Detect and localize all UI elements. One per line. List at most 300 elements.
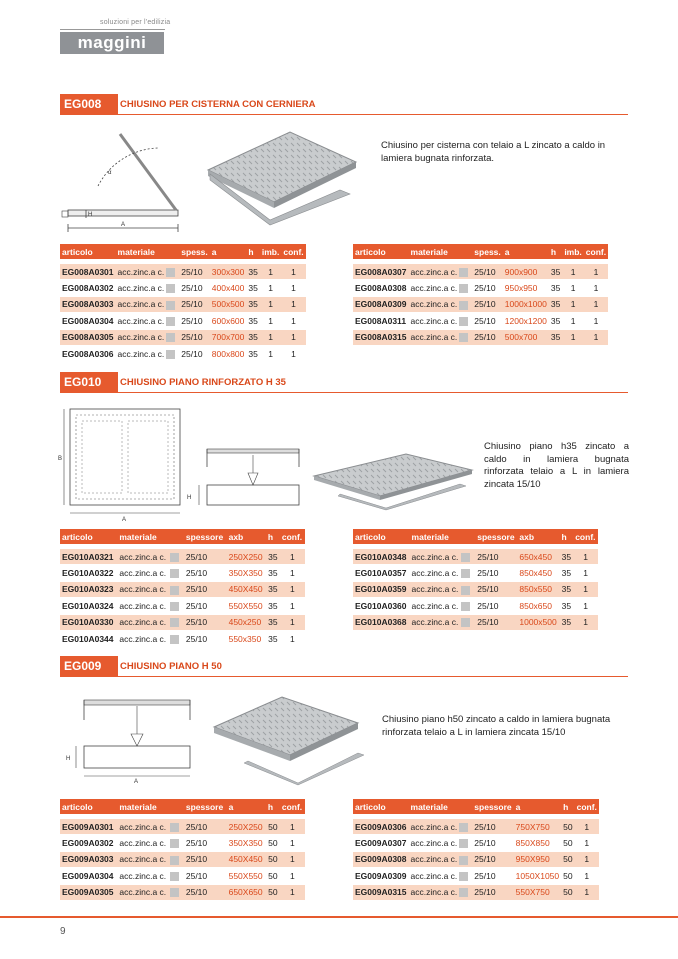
material-swatch: [166, 345, 179, 361]
cell-value: 1: [280, 835, 305, 851]
table-header-row: [353, 529, 598, 544]
section-title-eg010: CHIUSINO PIANO RINFORZATO H 35: [120, 377, 286, 388]
col-materiale: materiale: [116, 244, 167, 259]
cell-spessore: 25/10: [472, 280, 502, 296]
material-swatch: [166, 329, 179, 345]
cell-spessore: 25/10: [184, 868, 227, 884]
cell-value: 50: [266, 819, 280, 835]
cell-spessore: 25/10: [179, 345, 209, 361]
col-articolo: articolo: [60, 799, 117, 814]
cell-value: 1: [584, 280, 608, 296]
dim-label-b: B: [58, 456, 63, 462]
col-a: a: [210, 244, 247, 259]
table-row: [353, 851, 599, 867]
col-h: h: [561, 799, 574, 814]
cell-spessore: 25/10: [472, 835, 513, 851]
eg010-description: Chiusino piano h35 zincato a caldo in lamiera bugnata rinforzata telaio a L in lamiera zincata 15/10: [484, 441, 629, 490]
cell-value: 35: [246, 329, 259, 345]
cell-size: 600x600: [210, 313, 247, 329]
table-row: [353, 329, 608, 345]
cell-materiale: acc.zinc.a c.: [409, 835, 460, 851]
material-swatch: [459, 313, 472, 329]
cell-materiale: acc.zinc.a c.: [409, 329, 460, 345]
table-row: [353, 868, 599, 884]
cell-articolo: EG009A0301: [60, 819, 117, 835]
cell-materiale: acc.zinc.a c.: [117, 598, 169, 614]
table-row: [353, 565, 598, 581]
material-swatch: [461, 598, 475, 614]
cell-value: 1: [260, 280, 281, 296]
material-swatch: [166, 264, 179, 280]
table-row: [353, 819, 599, 835]
col-conf: conf.: [573, 529, 598, 544]
cell-materiale: acc.zinc.a c.: [117, 614, 169, 630]
cell-size: 850X850: [514, 835, 562, 851]
cell-value: 35: [559, 565, 573, 581]
cell-articolo: EG009A0315: [353, 884, 409, 900]
cell-articolo: EG008A0315: [353, 329, 409, 345]
table-row: [60, 313, 306, 329]
section-title-eg008: CHIUSINO PER CISTERNA CON CERNIERA: [120, 99, 316, 110]
material-swatch: [459, 280, 472, 296]
cell-spessore: 25/10: [184, 614, 227, 630]
cell-spessore: 25/10: [472, 264, 502, 280]
table-row: [60, 549, 305, 565]
col-materiale: materiale: [117, 799, 169, 814]
cell-spessore: 25/10: [472, 884, 513, 900]
material-swatch: [459, 884, 472, 900]
eg010-section-drawing: [183, 445, 308, 515]
table-row: [60, 884, 305, 900]
cell-size: 650X650: [227, 884, 266, 900]
table-row: [60, 345, 306, 361]
cell-articolo: EG010A0344: [60, 630, 117, 646]
cell-articolo: EG008A0301: [60, 264, 116, 280]
col-swatch: [170, 799, 184, 814]
cell-value: 1: [584, 313, 608, 329]
section-code-eg010: EG010: [60, 372, 118, 392]
col-articolo: articolo: [60, 244, 116, 259]
col-conf: conf.: [584, 244, 608, 259]
col-a: a: [227, 799, 266, 814]
cell-spessore: 25/10: [184, 851, 227, 867]
material-swatch: [166, 313, 179, 329]
cell-materiale: acc.zinc.a c.: [117, 819, 169, 835]
cell-value: 35: [549, 329, 562, 345]
cell-value: 35: [559, 614, 573, 630]
cell-size: 450X450: [227, 851, 266, 867]
cell-spessore: 25/10: [472, 329, 502, 345]
cell-size: 850x650: [517, 598, 559, 614]
cell-articolo: EG009A0304: [60, 868, 117, 884]
material-swatch: [170, 819, 184, 835]
cell-materiale: acc.zinc.a c.: [116, 296, 167, 312]
eg009-product-image: [208, 695, 368, 785]
cell-size: 500x700: [503, 329, 549, 345]
col-imb: imb.: [260, 244, 281, 259]
cell-size: 550X550: [227, 598, 266, 614]
eg010-top-view-drawing: [56, 405, 186, 525]
table-row: [60, 565, 305, 581]
cell-value: 1: [562, 329, 583, 345]
cell-articolo: EG010A0348: [353, 549, 410, 565]
table-row: [353, 598, 598, 614]
cell-value: 1: [280, 549, 305, 565]
table-row: [353, 581, 598, 597]
cell-size: 550X550: [227, 868, 266, 884]
cell-articolo: EG008A0306: [60, 345, 116, 361]
cell-value: 1: [281, 313, 305, 329]
cell-spessore: 25/10: [475, 581, 517, 597]
cell-articolo: EG010A0330: [60, 614, 117, 630]
cell-articolo: EG008A0311: [353, 313, 409, 329]
cell-size: 350X350: [227, 835, 266, 851]
cell-materiale: acc.zinc.a c.: [410, 565, 462, 581]
section-rule: [60, 676, 628, 677]
cell-materiale: acc.zinc.a c.: [410, 581, 462, 597]
cell-value: 1: [280, 868, 305, 884]
cell-spessore: 25/10: [184, 549, 227, 565]
eg009-description: Chiusino piano h50 zincato a caldo in lamiera bugnata rinforzata telaio a L in lamiera zincata 15/10: [382, 714, 611, 738]
hinge-detail: [62, 211, 68, 217]
cell-value: 1: [584, 296, 608, 312]
table-row: [60, 868, 305, 884]
section-rule: [60, 392, 628, 393]
table-header-row: [353, 799, 599, 814]
cell-materiale: acc.zinc.a c.: [116, 280, 167, 296]
cell-spessore: 25/10: [179, 280, 209, 296]
cell-value: 1: [280, 581, 305, 597]
col-swatch: [166, 244, 179, 259]
material-swatch: [459, 868, 472, 884]
cell-size: 650x450: [517, 549, 559, 565]
material-swatch: [459, 835, 472, 851]
cell-value: 35: [549, 280, 562, 296]
cell-value: 1: [575, 868, 599, 884]
col-h: h: [246, 244, 259, 259]
col-axb: axb: [227, 529, 266, 544]
cell-value: 1: [280, 630, 305, 646]
col-swatch: [459, 244, 472, 259]
cell-materiale: acc.zinc.a c.: [116, 313, 167, 329]
material-swatch: [461, 581, 475, 597]
material-swatch: [170, 598, 184, 614]
cell-value: 1: [260, 313, 281, 329]
cell-articolo: EG008A0302: [60, 280, 116, 296]
table-row: [60, 280, 306, 296]
col-conf: conf.: [281, 244, 305, 259]
material-swatch: [461, 565, 475, 581]
cell-value: 35: [266, 565, 280, 581]
cell-size: 300x300: [210, 264, 247, 280]
col-conf: conf.: [280, 799, 305, 814]
cell-materiale: acc.zinc.a c.: [116, 264, 167, 280]
eg008-table-left: [60, 244, 306, 362]
cell-materiale: acc.zinc.a c.: [410, 598, 462, 614]
cell-value: 1: [280, 819, 305, 835]
logo-tagline: soluzioni per l'edilizia: [100, 19, 171, 26]
cell-value: 1: [575, 851, 599, 867]
dim-label-a: A: [121, 222, 126, 228]
cell-articolo: EG009A0303: [60, 851, 117, 867]
cell-materiale: acc.zinc.a c.: [116, 329, 167, 345]
cell-articolo: EG008A0305: [60, 329, 116, 345]
cell-materiale: acc.zinc.a c.: [409, 280, 460, 296]
col-h: h: [549, 244, 562, 259]
cell-spessore: 25/10: [472, 313, 502, 329]
cell-value: 50: [561, 868, 574, 884]
cell-value: 1: [575, 835, 599, 851]
cell-articolo: EG010A0323: [60, 581, 117, 597]
material-swatch: [166, 296, 179, 312]
col-axb: axb: [517, 529, 559, 544]
col-swatch: [459, 799, 472, 814]
col-spessore: spessore: [472, 799, 513, 814]
table-row: [60, 835, 305, 851]
table-row: [353, 296, 608, 312]
cell-materiale: acc.zinc.a c.: [117, 630, 169, 646]
cell-value: 1: [280, 565, 305, 581]
cell-value: 35: [246, 296, 259, 312]
table-row: [353, 264, 608, 280]
dim-label-h: H: [66, 756, 71, 762]
cell-spessore: 25/10: [472, 851, 513, 867]
eg009-table-left: [60, 799, 305, 901]
col-conf: conf.: [575, 799, 599, 814]
cell-materiale: acc.zinc.a c.: [409, 884, 460, 900]
dim-label-angle: α: [108, 170, 112, 176]
cell-value: 35: [266, 630, 280, 646]
cell-spessore: 25/10: [184, 630, 227, 646]
dim-label-a: A: [122, 517, 127, 523]
cell-spessore: 25/10: [184, 835, 227, 851]
col-a: a: [503, 244, 549, 259]
cell-value: 1: [573, 549, 598, 565]
cell-size: 1200x1200: [503, 313, 549, 329]
cell-materiale: acc.zinc.a c.: [409, 313, 460, 329]
cell-value: 1: [260, 296, 281, 312]
cell-value: 50: [561, 851, 574, 867]
col-conf: conf.: [280, 529, 305, 544]
cell-value: 1: [573, 565, 598, 581]
cell-spessore: 25/10: [184, 819, 227, 835]
table-row: [60, 581, 305, 597]
cell-value: 35: [246, 313, 259, 329]
cell-value: 50: [266, 868, 280, 884]
table-row: [60, 614, 305, 630]
cell-articolo: EG008A0307: [353, 264, 409, 280]
cell-value: 1: [260, 329, 281, 345]
cell-articolo: EG008A0304: [60, 313, 116, 329]
cell-value: 35: [559, 549, 573, 565]
material-swatch: [459, 851, 472, 867]
col-h: h: [559, 529, 573, 544]
cell-articolo: EG010A0324: [60, 598, 117, 614]
cell-value: 1: [281, 280, 305, 296]
cell-size: 1050X1050: [514, 868, 562, 884]
material-swatch: [459, 296, 472, 312]
cell-value: 1: [584, 264, 608, 280]
cell-size: 450X450: [227, 581, 266, 597]
table-row: [353, 313, 608, 329]
col-h: h: [266, 529, 280, 544]
cell-value: 1: [281, 296, 305, 312]
cell-size: 550x350: [227, 630, 266, 646]
cell-spessore: 25/10: [475, 598, 517, 614]
table-header-row: [60, 799, 305, 814]
col-swatch: [170, 529, 184, 544]
dim-label-a: A: [134, 779, 139, 785]
cell-materiale: acc.zinc.a c.: [409, 264, 460, 280]
material-swatch: [170, 835, 184, 851]
cell-value: 50: [266, 851, 280, 867]
cell-value: 1: [562, 296, 583, 312]
section-code-eg009: EG009: [60, 656, 118, 676]
cell-value: 50: [561, 884, 574, 900]
material-swatch: [170, 549, 184, 565]
col-materiale: materiale: [409, 799, 460, 814]
cell-size: 350X350: [227, 565, 266, 581]
cell-value: 1: [280, 614, 305, 630]
table-row: [353, 884, 599, 900]
cell-spessore: 25/10: [472, 819, 513, 835]
cell-value: 35: [266, 598, 280, 614]
eg009-section-drawing: [60, 694, 200, 784]
cell-value: 1: [260, 345, 281, 361]
eg009-table-right: [353, 799, 599, 901]
cell-value: 35: [266, 614, 280, 630]
cell-articolo: EG008A0308: [353, 280, 409, 296]
cell-size: 850x550: [517, 581, 559, 597]
eg008-description: Chiusino per cisterna con telaio a L zincato a caldo in lamiera bugnata rinforzata.: [381, 140, 606, 164]
eg010-table-right: [353, 529, 598, 631]
cell-spessore: 25/10: [179, 329, 209, 345]
col-spessore: spessore: [184, 799, 227, 814]
cell-value: 50: [266, 835, 280, 851]
cell-value: 35: [549, 296, 562, 312]
cell-materiale: acc.zinc.a c.: [117, 884, 169, 900]
table-header-row: [60, 244, 306, 259]
eg008-technical-drawing: [58, 128, 188, 238]
cell-size: 900x900: [503, 264, 549, 280]
cell-value: 35: [549, 264, 562, 280]
cell-materiale: acc.zinc.a c.: [410, 549, 462, 565]
table-row: [353, 614, 598, 630]
col-spess: spess.: [472, 244, 502, 259]
col-spess: spess.: [179, 244, 209, 259]
cell-value: 1: [281, 345, 305, 361]
col-articolo: articolo: [353, 244, 409, 259]
cell-materiale: acc.zinc.a c.: [116, 345, 167, 361]
cell-spessore: 25/10: [472, 868, 513, 884]
footer-rule: [0, 916, 678, 918]
col-materiale: materiale: [117, 529, 169, 544]
cell-size: 950X950: [514, 851, 562, 867]
brand-logo: maggini: [60, 32, 164, 54]
cell-materiale: acc.zinc.a c.: [117, 851, 169, 867]
cell-materiale: acc.zinc.a c.: [409, 819, 460, 835]
cell-value: 50: [266, 884, 280, 900]
cell-value: 1: [584, 329, 608, 345]
material-swatch: [166, 280, 179, 296]
cell-size: 250X250: [227, 549, 266, 565]
cell-size: 1000x500: [517, 614, 559, 630]
cell-value: 35: [246, 345, 259, 361]
section-title-eg009: CHIUSINO PIANO H 50: [120, 661, 222, 672]
col-articolo: articolo: [353, 529, 410, 544]
cell-articolo: EG010A0321: [60, 549, 117, 565]
cell-value: 1: [280, 598, 305, 614]
cell-value: 1: [575, 884, 599, 900]
cell-materiale: acc.zinc.a c.: [117, 581, 169, 597]
cell-materiale: acc.zinc.a c.: [409, 296, 460, 312]
material-swatch: [459, 264, 472, 280]
material-swatch: [170, 614, 184, 630]
cell-articolo: EG008A0309: [353, 296, 409, 312]
table-header-row: [60, 529, 305, 544]
cell-size: 700x700: [210, 329, 247, 345]
col-materiale: materiale: [410, 529, 462, 544]
cell-value: 1: [562, 313, 583, 329]
table-row: [60, 264, 306, 280]
table-row: [353, 835, 599, 851]
cell-size: 250X250: [227, 819, 266, 835]
cell-articolo: EG010A0322: [60, 565, 117, 581]
material-swatch: [170, 851, 184, 867]
col-materiale: materiale: [409, 244, 460, 259]
col-spessore: spessore: [184, 529, 227, 544]
material-swatch: [170, 565, 184, 581]
section-rule: [60, 114, 628, 115]
cell-value: 35: [559, 598, 573, 614]
material-swatch: [461, 614, 475, 630]
cell-value: 1: [280, 851, 305, 867]
logo-divider: [60, 29, 165, 30]
cell-size: 850x450: [517, 565, 559, 581]
cell-value: 1: [573, 598, 598, 614]
cell-value: 1: [573, 581, 598, 597]
cell-value: 1: [281, 264, 305, 280]
cell-value: 35: [246, 280, 259, 296]
cell-articolo: EG009A0309: [353, 868, 409, 884]
cell-spessore: 25/10: [179, 264, 209, 280]
cell-value: 1: [575, 819, 599, 835]
table-row: [60, 819, 305, 835]
table-row: [353, 280, 608, 296]
cell-materiale: acc.zinc.a c.: [409, 868, 460, 884]
col-articolo: articolo: [353, 799, 409, 814]
cell-value: 35: [266, 581, 280, 597]
material-swatch: [459, 819, 472, 835]
cell-value: 1: [260, 264, 281, 280]
cell-articolo: EG009A0307: [353, 835, 409, 851]
cell-size: 1000x1000: [503, 296, 549, 312]
cell-materiale: acc.zinc.a c.: [117, 835, 169, 851]
cell-size: 550X750: [514, 884, 562, 900]
cell-value: 35: [266, 549, 280, 565]
cell-materiale: acc.zinc.a c.: [117, 565, 169, 581]
cell-value: 1: [562, 280, 583, 296]
cell-materiale: acc.zinc.a c.: [117, 549, 169, 565]
cell-spessore: 25/10: [184, 565, 227, 581]
cell-spessore: 25/10: [179, 296, 209, 312]
cell-value: 35: [559, 581, 573, 597]
cell-articolo: EG010A0360: [353, 598, 410, 614]
cell-articolo: EG009A0308: [353, 851, 409, 867]
cell-size: 500x500: [210, 296, 247, 312]
cell-value: 35: [549, 313, 562, 329]
cell-spessore: 25/10: [179, 313, 209, 329]
